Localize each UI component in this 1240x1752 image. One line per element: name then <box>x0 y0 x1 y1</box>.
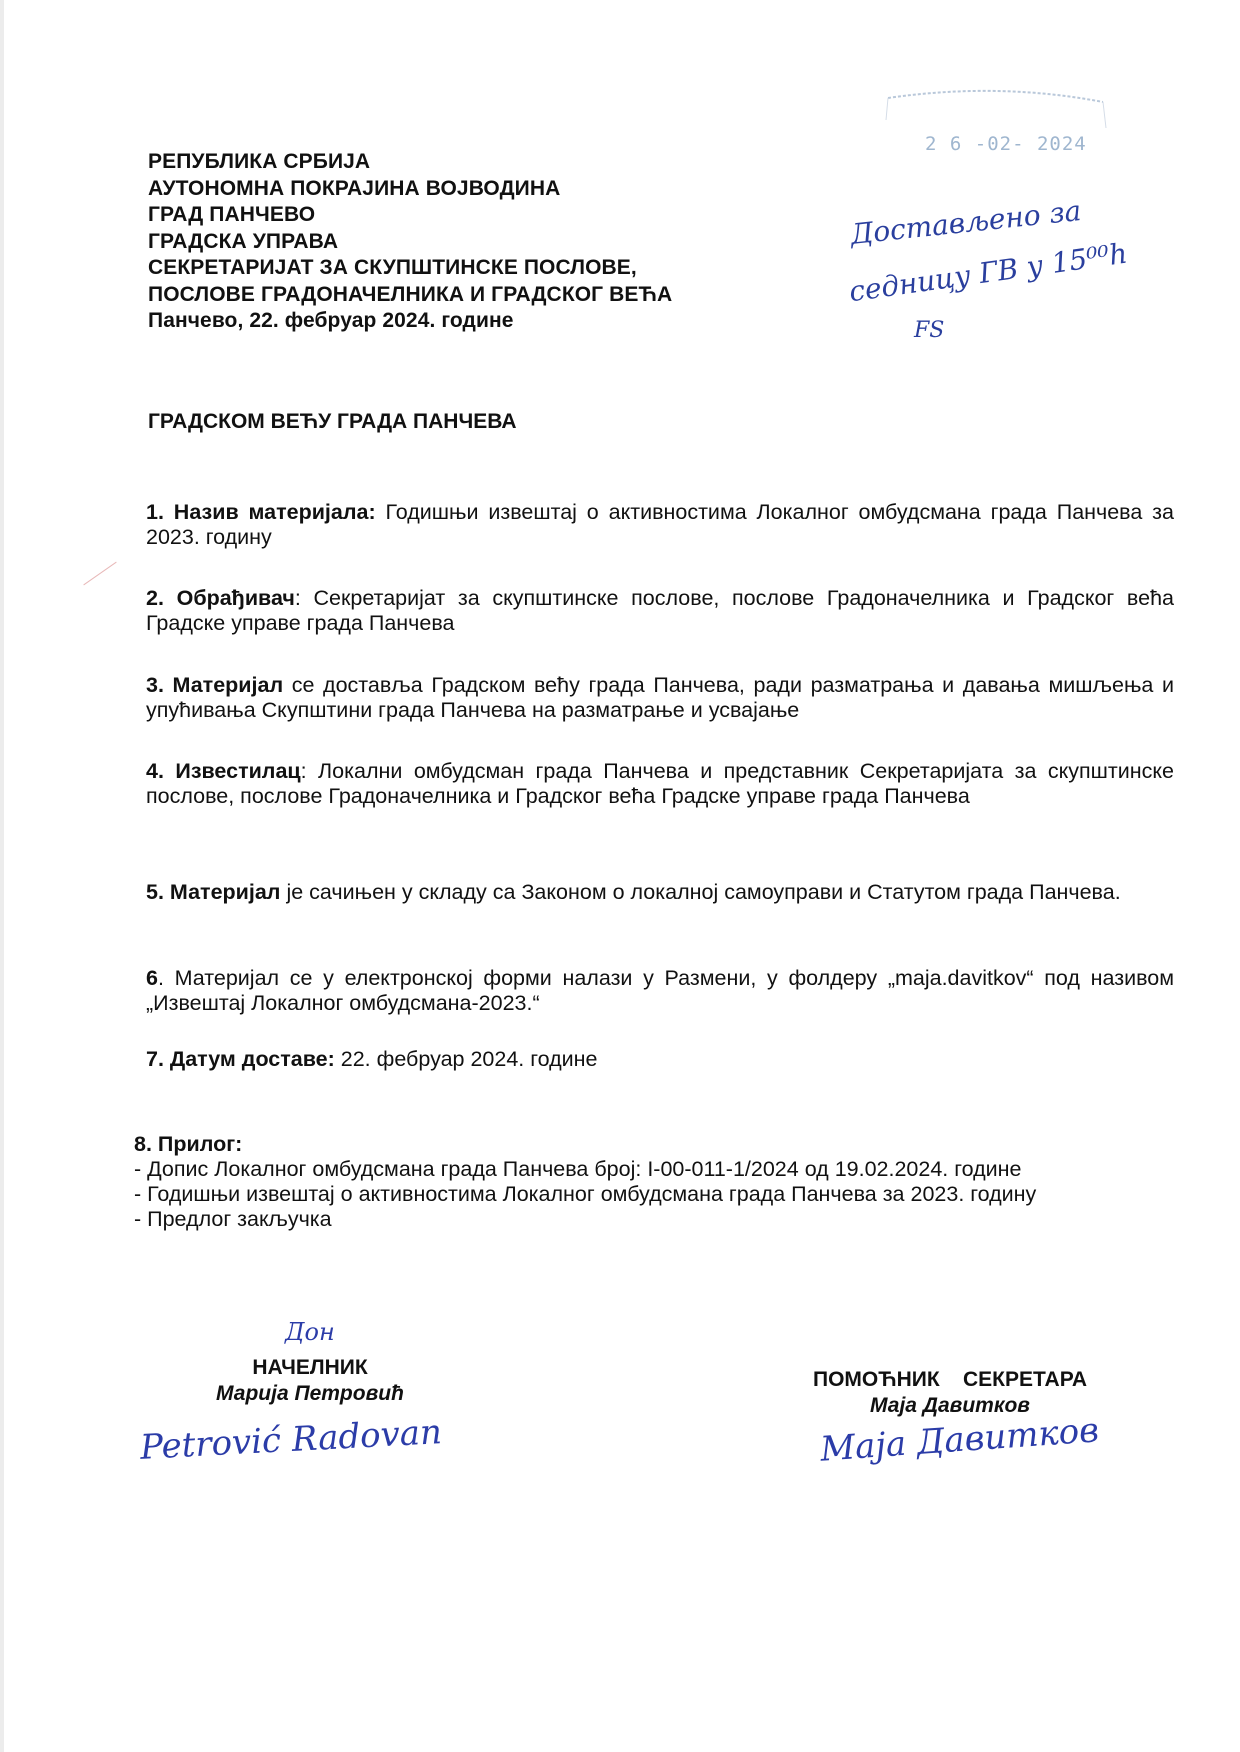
header-line-secretariat-cont: ПОСЛОВЕ ГРАДОНАЧЕЛНИКА И ГРАДСКОГ ВЕЋА <box>148 282 673 306</box>
item-rapporteur <box>146 759 1174 809</box>
item-delivery-date <box>146 1047 1174 1072</box>
signatory-title: НАЧЕЛНИК <box>252 1356 368 1379</box>
item-label: 7. Датум доставе: <box>146 1047 335 1071</box>
attachments-title: 8. Прилог: <box>134 1132 243 1156</box>
handwritten-initials: FS <box>914 318 945 343</box>
item-label: 5. Материјал <box>146 880 281 904</box>
item-text: : Секретаријат за скупштинске послове, послове Градоначелника и Градског већа Градске управе града Панчева <box>146 586 1174 635</box>
header-line-city: ГРАД ПАНЧЕВО <box>148 203 316 226</box>
item-label: 6 <box>146 966 158 990</box>
header-line-secretariat: СЕКРЕТАРИЈАТ ЗА СКУПШТИНСКЕ ПОСЛОВЕ, <box>148 256 637 279</box>
attachment-item: - Допис Локалног омбудсмана града Панчева број: I-00-011-1/2024 од 19.02.2024. године <box>134 1157 1022 1181</box>
header-line-republic: РЕПУБЛИКА СРБИЈА <box>148 150 371 173</box>
signatory-name: Марија Петровић <box>216 1382 404 1405</box>
signature-block-left <box>180 1355 440 1407</box>
recipient-heading: ГРАДСКОМ ВЕЋУ ГРАДА ПАНЧЕВА <box>148 410 517 433</box>
handwritten-signature-right: Маја Давитков <box>818 1410 1101 1470</box>
handwritten-signature-left: Petrović Radovan <box>139 1412 443 1468</box>
signatory-title: ПОМОЋНИК СЕКРЕТАРА <box>812 1368 1088 1391</box>
issuer-header <box>148 149 672 335</box>
item-text: се доставља Градском већу града Панчева, ради разматрања и давања мишљења и упућивања Скупштини града Панчева на разматрање и усвајање <box>146 673 1174 722</box>
item-material-compliance <box>146 880 1174 905</box>
handwritten-note-line2: седницу ГВ у 15⁰⁰h <box>847 236 1130 309</box>
handwritten-initials-left: Дон <box>285 1318 335 1346</box>
attachment-item: - Предлог закључка <box>134 1207 332 1231</box>
signatory-name: Маја Давитков <box>870 1394 1030 1417</box>
item-label: 4. Известилац <box>146 759 301 783</box>
stray-pen-mark <box>83 562 116 586</box>
scan-edge <box>0 0 4 1752</box>
item-text: је сачињен у складу са Законом о локалној самоуправи и Статутом града Панчева. <box>280 880 1121 904</box>
item-text: Годишњи извештај о активностима Локалног омбудсмана града Панчева за 2023. годину <box>146 500 1175 549</box>
item-label: 3. Материјал <box>146 673 284 697</box>
item-text: 22. фебруар 2024. године <box>334 1047 598 1071</box>
item-text: . Материјал се у електронској форми налази у Размени, у фолдеру „maja.davitkov“ под називом „Извештај Локалног омбудсмана-2023.“ <box>146 966 1174 1015</box>
item-material-delivery <box>146 673 1174 723</box>
handwritten-note-line1: Достављено за <box>848 193 1083 252</box>
header-line-province: АУТОНОМНА ПОКРАЈИНА ВОЈВОДИНА <box>148 176 561 200</box>
item-processor <box>146 586 1174 636</box>
attachment-item: - Годишњи извештај о активностима Локалног омбудсмана града Панчева за 2023. годину <box>134 1182 1037 1206</box>
item-material-name <box>146 500 1174 550</box>
item-label: 1. Назив материјала: <box>146 500 376 524</box>
item-text: : Локални омбудсман града Панчева и представник Секретаријата за скупштинске послове, послове Градоначелника и Градског већа Градске управе града Панчева <box>146 759 1174 808</box>
stamp-date: 2 6 -02- 2024 <box>925 133 1087 155</box>
header-date: Панчево, 22. фебруар 2024. године <box>148 309 514 332</box>
attachments-section <box>134 1132 1166 1232</box>
header-line-administration: ГРАДСКА УПРАВА <box>148 229 339 253</box>
item-electronic-location <box>146 966 1174 1016</box>
item-label: 2. Обрађивач <box>146 586 295 610</box>
